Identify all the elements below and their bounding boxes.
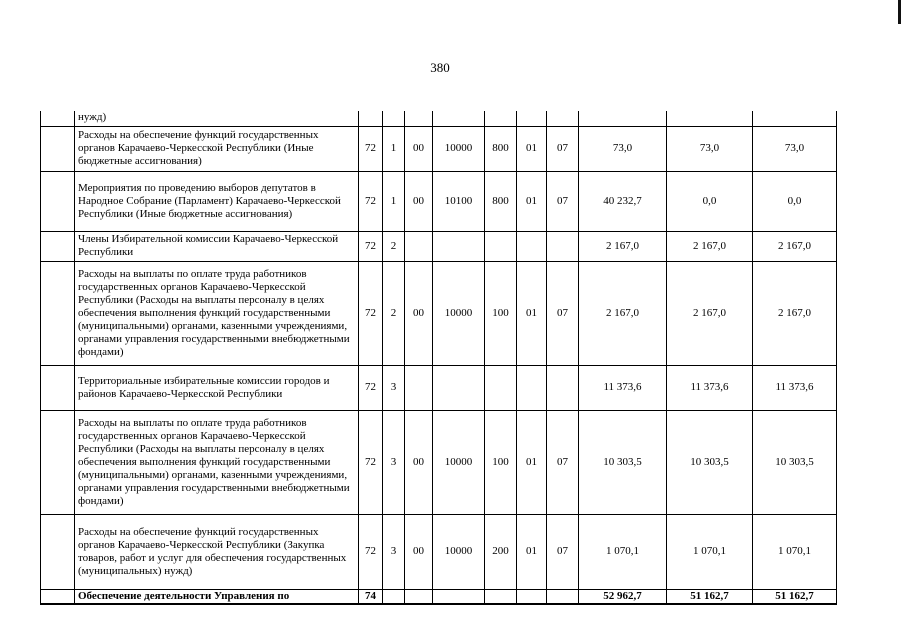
code-cell: 10000	[433, 514, 485, 589]
row-description: Расходы на выплаты по оплате труда работников государственных органов Карачаево-Черкесской Республики (Расходы на выплаты персоналу в целях обеспечения выполнения функций государственными (муниципальными) органами, казенными учреждениями, органами управления государственными внебюджетными фондами)	[75, 410, 359, 514]
code-cell: 10000	[433, 261, 485, 365]
amount-cell: 10 303,5	[667, 410, 753, 514]
code-cell: 01	[517, 261, 547, 365]
code-cell: 100	[485, 410, 517, 514]
code-cell	[485, 365, 517, 410]
code-cell	[547, 589, 579, 604]
row-description: Расходы на обеспечение функций государственных органов Карачаево-Черкесской Республики (Иные бюджетные ассигнования)	[75, 126, 359, 171]
blank-cell	[41, 410, 75, 514]
table-row	[41, 410, 837, 514]
code-cell	[433, 589, 485, 604]
blank-cell	[41, 111, 75, 126]
amount-cell: 11 373,6	[753, 365, 837, 410]
amount-cell: 51 162,7	[667, 589, 753, 604]
code-cell: 07	[547, 171, 579, 231]
code-cell: 72	[359, 365, 383, 410]
code-cell: 01	[517, 171, 547, 231]
code-cell: 2	[383, 231, 405, 261]
amount-cell: 10 303,5	[753, 410, 837, 514]
code-cell: 3	[383, 514, 405, 589]
amount-cell: 2 167,0	[753, 231, 837, 261]
amount-cell: 73,0	[667, 126, 753, 171]
code-cell: 100	[485, 261, 517, 365]
blank-cell	[41, 231, 75, 261]
amount-cell: 73,0	[579, 126, 667, 171]
code-cell	[405, 365, 433, 410]
row-description: Члены Избирательной комиссии Карачаево-Черкесской Республики	[75, 231, 359, 261]
code-cell: 200	[485, 514, 517, 589]
code-cell: 1	[383, 171, 405, 231]
code-cell	[405, 111, 433, 126]
amount-cell: 1 070,1	[753, 514, 837, 589]
budget-table	[40, 111, 837, 605]
amount-cell: 11 373,6	[667, 365, 753, 410]
code-cell: 72	[359, 410, 383, 514]
code-cell	[485, 111, 517, 126]
table-row	[41, 111, 837, 126]
amount-cell: 0,0	[667, 171, 753, 231]
code-cell: 07	[547, 261, 579, 365]
code-cell: 72	[359, 261, 383, 365]
code-cell: 3	[383, 410, 405, 514]
code-cell	[383, 111, 405, 126]
table-row	[41, 365, 837, 410]
code-cell	[405, 231, 433, 261]
amount-cell: 40 232,7	[579, 171, 667, 231]
code-cell	[547, 111, 579, 126]
code-cell: 800	[485, 126, 517, 171]
amount-cell: 52 962,7	[579, 589, 667, 604]
code-cell: 3	[383, 365, 405, 410]
table-row-total	[41, 589, 837, 604]
table-row	[41, 514, 837, 589]
code-cell	[359, 111, 383, 126]
amount-cell: 2 167,0	[579, 231, 667, 261]
code-cell: 74	[359, 589, 383, 604]
code-cell: 2	[383, 261, 405, 365]
table-row	[41, 126, 837, 171]
row-description: Территориальные избирательные комиссии городов и районов Карачаево-Черкесской Республики	[75, 365, 359, 410]
blank-cell	[41, 126, 75, 171]
page-number: 380	[430, 60, 450, 75]
blank-cell	[41, 589, 75, 604]
amount-cell: 2 167,0	[579, 261, 667, 365]
blank-cell	[41, 171, 75, 231]
amount-cell: 1 070,1	[667, 514, 753, 589]
amount-cell: 2 167,0	[667, 231, 753, 261]
amount-cell: 2 167,0	[667, 261, 753, 365]
blank-cell	[41, 514, 75, 589]
code-cell	[383, 589, 405, 604]
row-description: Мероприятия по проведению выборов депутатов в Народное Собрание (Парламент) Карачаево-Черкесской Республики (Иные бюджетные ассигнования)	[75, 171, 359, 231]
code-cell	[485, 589, 517, 604]
code-cell	[433, 365, 485, 410]
code-cell: 00	[405, 126, 433, 171]
code-cell: 00	[405, 514, 433, 589]
table-row	[41, 171, 837, 231]
code-cell: 01	[517, 514, 547, 589]
code-cell: 10100	[433, 171, 485, 231]
amount-cell: 73,0	[753, 126, 837, 171]
blank-cell	[41, 261, 75, 365]
code-cell	[547, 365, 579, 410]
amount-cell: 11 373,6	[579, 365, 667, 410]
code-cell	[433, 111, 485, 126]
code-cell: 800	[485, 171, 517, 231]
code-cell: 01	[517, 126, 547, 171]
amount-cell	[753, 111, 837, 126]
amount-cell	[579, 111, 667, 126]
amount-cell	[667, 111, 753, 126]
table-row	[41, 261, 837, 365]
code-cell	[547, 231, 579, 261]
code-cell	[405, 589, 433, 604]
row-description: Обеспечение деятельности Управления по	[75, 589, 359, 604]
code-cell: 1	[383, 126, 405, 171]
code-cell: 07	[547, 514, 579, 589]
code-cell: 72	[359, 171, 383, 231]
code-cell	[517, 589, 547, 604]
code-cell	[517, 231, 547, 261]
code-cell: 07	[547, 126, 579, 171]
code-cell	[433, 231, 485, 261]
code-cell: 72	[359, 514, 383, 589]
row-description: нужд)	[75, 111, 359, 126]
code-cell: 00	[405, 410, 433, 514]
code-cell: 10000	[433, 410, 485, 514]
scan-edge-mark	[898, 0, 901, 24]
blank-cell	[41, 365, 75, 410]
amount-cell: 51 162,7	[753, 589, 837, 604]
amount-cell: 2 167,0	[753, 261, 837, 365]
code-cell: 00	[405, 171, 433, 231]
code-cell	[485, 231, 517, 261]
table-row	[41, 231, 837, 261]
code-cell: 07	[547, 410, 579, 514]
amount-cell: 10 303,5	[579, 410, 667, 514]
row-description: Расходы на обеспечение функций государственных органов Карачаево-Черкесской Республики (Закупка товаров, работ и услуг для обеспечения государственных (муниципальных) нужд)	[75, 514, 359, 589]
code-cell: 72	[359, 231, 383, 261]
code-cell: 01	[517, 410, 547, 514]
row-description: Расходы на выплаты по оплате труда работников государственных органов Карачаево-Черкесской Республики (Расходы на выплаты персоналу в целях обеспечения выполнения функций государственными (муниципальными) органами, казенными учреждениями, органами управления государственными внебюджетными фондами)	[75, 261, 359, 365]
code-cell: 72	[359, 126, 383, 171]
code-cell: 10000	[433, 126, 485, 171]
amount-cell: 1 070,1	[579, 514, 667, 589]
code-cell: 00	[405, 261, 433, 365]
amount-cell: 0,0	[753, 171, 837, 231]
code-cell	[517, 111, 547, 126]
code-cell	[517, 365, 547, 410]
